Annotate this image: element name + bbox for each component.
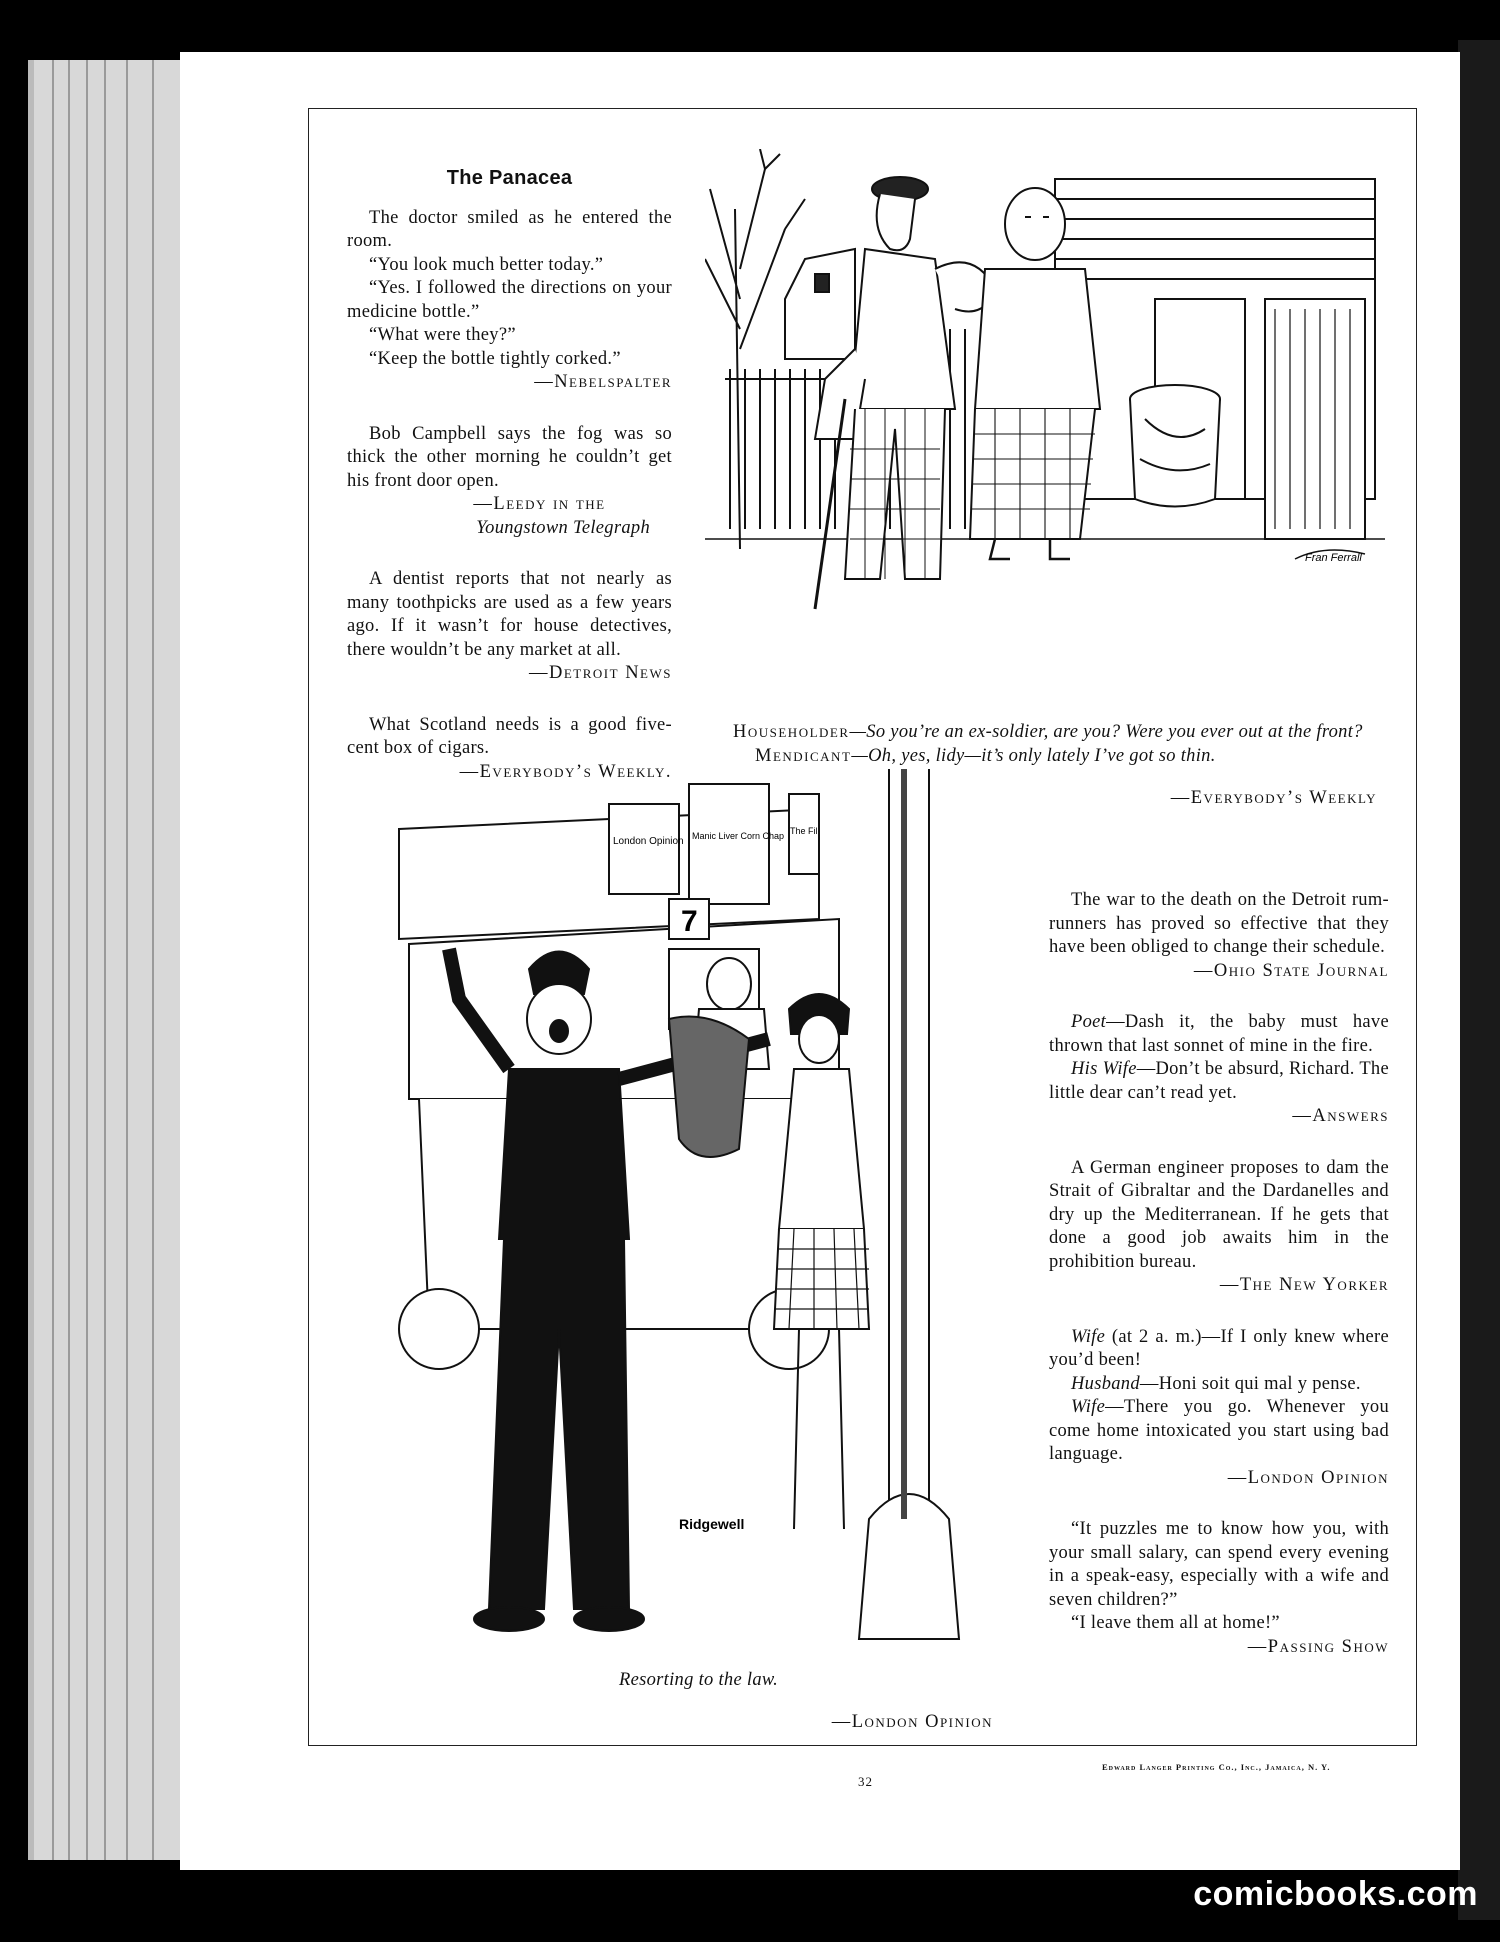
puzzle-joke (1049, 1518, 1389, 1659)
speaker: His Wife (1071, 1059, 1137, 1079)
joke-attribution: —London Opinion (1227, 1467, 1389, 1488)
top-cartoon-signature: Fran Ferrall (1305, 552, 1362, 564)
joke-line: (at 2 a. m.)—If I only knew where you’d been! (1049, 1326, 1389, 1370)
poet-joke (1049, 1011, 1389, 1129)
caption-attribution: —Everybody’s Weekly (1170, 787, 1377, 808)
joke-attribution: —Answers (1292, 1106, 1389, 1126)
joke-attribution: —Everybody’s Weekly. (459, 761, 672, 782)
joke-attribution: —Detroit News (529, 663, 672, 683)
joke-line: “Keep the bottle tightly corked.” (369, 348, 621, 369)
wife-joke (1049, 1326, 1389, 1491)
joke-attribution: —Nebelspalter (534, 372, 672, 392)
trash-can (1130, 385, 1220, 507)
joke-attribution: —Ohio State Journal (1193, 960, 1389, 981)
bottom-cartoon-signature: Ridgewell (679, 1516, 745, 1532)
joke-attribution-source: Youngstown Telegraph (476, 517, 650, 538)
background-house (785, 249, 855, 359)
left-column (347, 167, 672, 784)
route-number: 7 (681, 905, 698, 938)
magazine-page (180, 52, 1460, 1870)
bus-sign-3: The Fil (790, 826, 818, 836)
caption-speaker: Householder (733, 722, 850, 742)
joke-attribution: —Leedy in the (473, 494, 606, 514)
bus-sign-2: Manic Liver Corn Chap (692, 831, 785, 841)
joke-line: —Honi soit qui mal y pense. (1139, 1373, 1361, 1394)
watermark: comicbooks.com (1193, 1875, 1478, 1913)
joke-line: “It puzzles me to know how you, with your small salary, can spend every evening in a speak-easy, especially with a wife and seven children?” (1049, 1519, 1389, 1610)
joke-line: —Don’t be absurd, Richard. The little dear can’t read yet. (1049, 1059, 1389, 1103)
fox-fur-stole (669, 1017, 749, 1158)
page-frame (308, 108, 1417, 1746)
caption-attribution: —London Opinion (831, 1712, 993, 1732)
bus-sign-1: London Opinion (613, 836, 684, 847)
speaker: Wife (1071, 1326, 1106, 1347)
mendicant-figure (815, 177, 995, 609)
joke-text: A dentist reports that not nearly as many toothpicks are used as a few years ago. If it wasn’t for house detectives, there wouldn’t be any market at all. (347, 569, 672, 660)
joke-text: The war to the death on the Detroit rum-runners has proved so effective that they have been obliged to change their schedule. (1049, 890, 1389, 957)
bottom-cartoon-illustration (369, 769, 989, 1669)
speaker: Wife (1071, 1397, 1106, 1417)
dentist-joke (347, 568, 672, 686)
book-binding-right (1458, 40, 1500, 1920)
joke-line: “What were they?” (369, 325, 516, 345)
panacea-joke (347, 207, 672, 395)
fog-joke (347, 423, 672, 541)
caption-line: —So you’re an ex-soldier, are you? Were you ever out at the front? (849, 722, 1363, 742)
lamp-post (859, 769, 959, 1639)
joke-text: Bob Campbell says the fog was so thick the other morning he couldn’t get his front door open. (347, 423, 672, 491)
bottom-cartoon-caption (589, 1669, 999, 1753)
joke-text: What Scotland needs is a good five-cent box of cigars. (347, 714, 672, 758)
joke-line: —There you go. Whenever you come home intoxicated you start using bad language. (1049, 1397, 1389, 1464)
caption-line: Resorting to the law. (619, 1670, 779, 1690)
printer-credit: Edward Langer Printing Co., Inc., Jamaica, N. Y. (1102, 1762, 1331, 1772)
top-cartoon-illustration (705, 149, 1385, 649)
book-page-edges (28, 60, 194, 1860)
joke-line: —Dash it, the baby must have thrown that last sonnet of mine in the fire. (1049, 1012, 1389, 1056)
german-joke (1049, 1157, 1389, 1298)
caption-line: —Oh, yes, lidy—it’s only lately I’ve got so thin. (851, 745, 1216, 766)
joke-attribution: —The New Yorker (1219, 1275, 1389, 1295)
right-column (1049, 889, 1389, 1659)
speaker: Poet (1071, 1012, 1107, 1032)
joke-line: “I leave them all at home!” (1071, 1613, 1280, 1633)
joke-attribution: —Passing Show (1247, 1636, 1389, 1657)
joke-text: A German engineer proposes to dam the Strait of Gibraltar and the Dardanelles and dry up the Mediterranean. If he gets that done a good job awaits him in the prohibition bureau. (1049, 1157, 1389, 1272)
joke-line: “You look much better today.” (369, 254, 604, 275)
joke-line: “Yes. I followed the directions on your medicine bottle.” (347, 278, 672, 322)
caption-speaker: Mendicant (755, 745, 852, 766)
joke-line: The doctor smiled as he entered the room. (347, 207, 672, 251)
article-title: The Panacea (446, 167, 573, 189)
page-number: 32 (858, 1774, 873, 1789)
war-joke (1049, 889, 1389, 983)
speaker: Husband (1071, 1373, 1140, 1394)
